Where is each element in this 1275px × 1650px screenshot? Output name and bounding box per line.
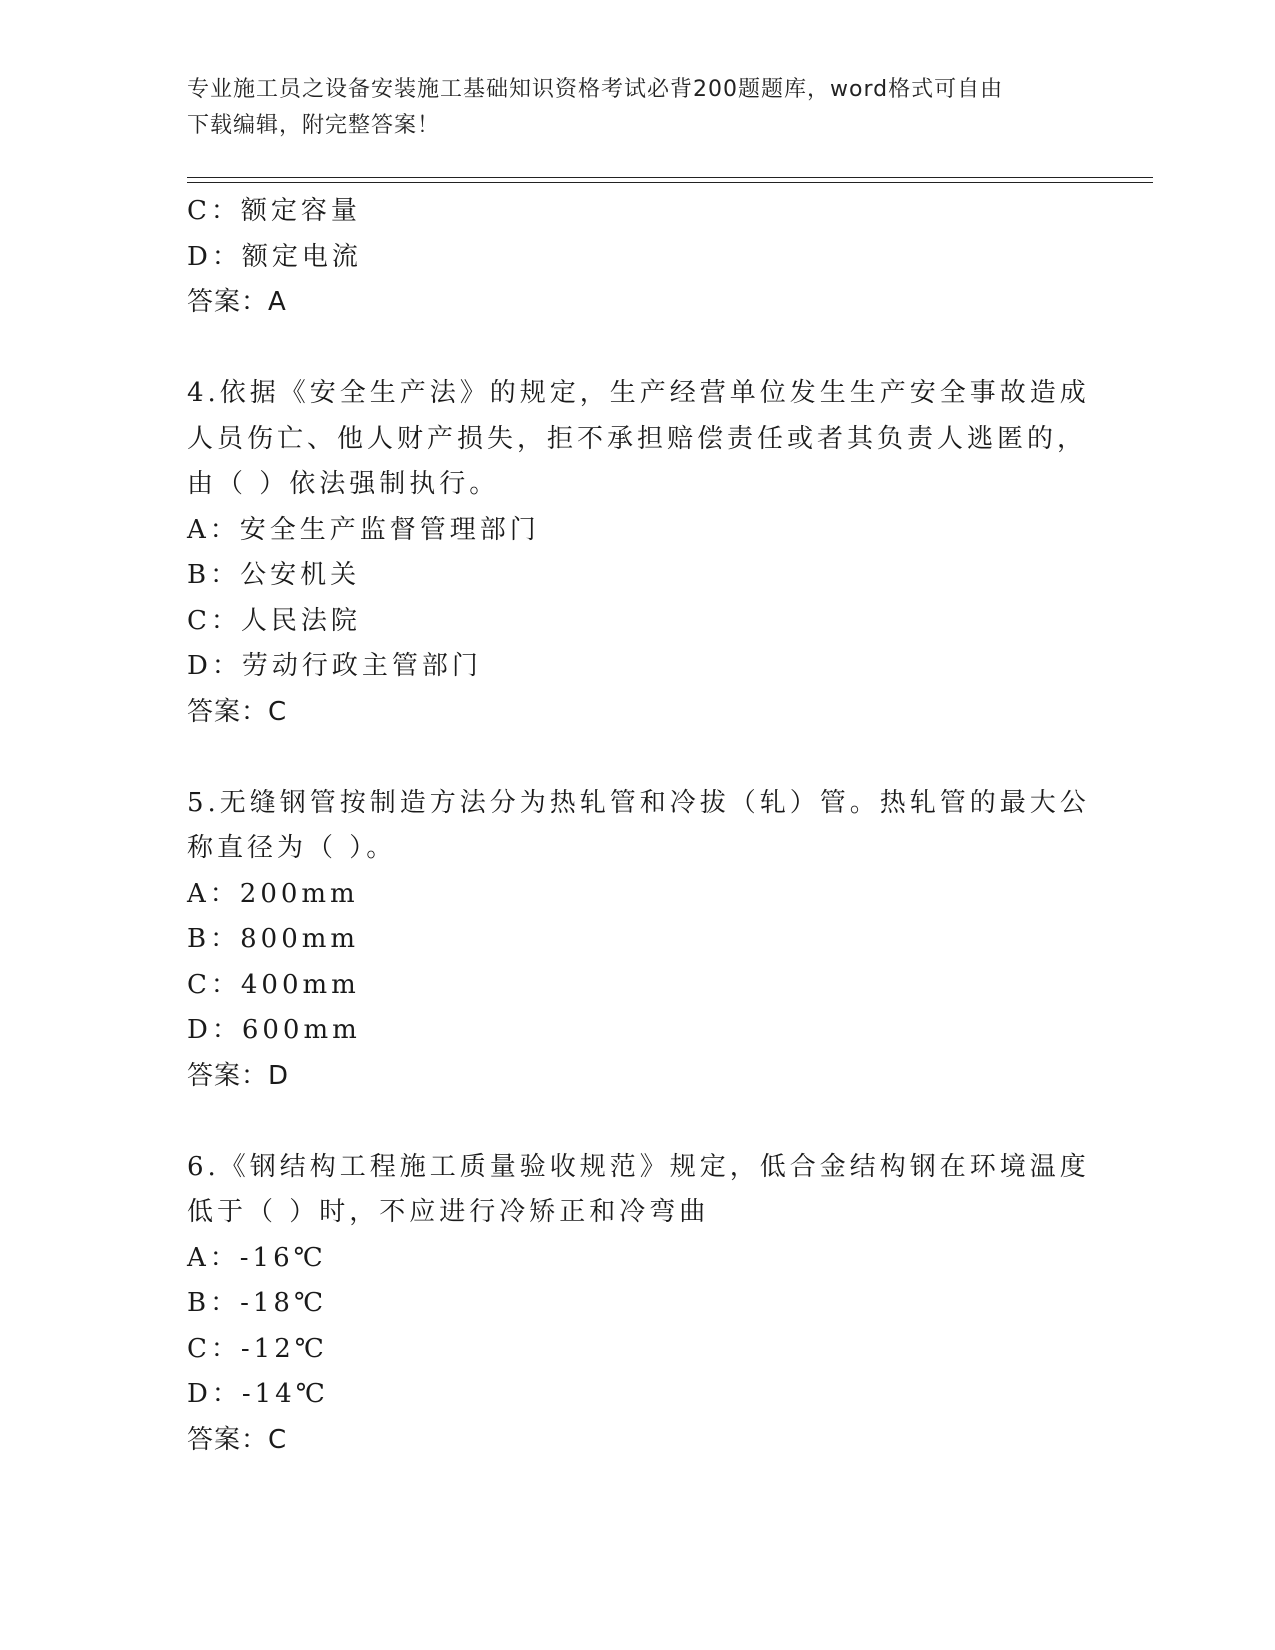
header-line-2: 下载编辑，附完整答案！: [187, 113, 441, 138]
option-d: D：-14℃: [187, 1379, 329, 1409]
option-a: A：安全生产监督管理部门: [187, 514, 540, 545]
option-b: B：公安机关: [187, 560, 361, 590]
spacer: [187, 1099, 1067, 1145]
question-stem-line: 称直径为（ ）。: [187, 833, 397, 863]
option-c: C：人民法院: [187, 605, 361, 636]
question-stem-line: 6.《钢结构工程施工质量验收规范》规定，低合金结构钢在环境温度: [187, 1151, 1090, 1182]
option-c: C：400mm: [187, 969, 360, 1000]
answer-line: 答案：A: [187, 287, 287, 317]
header-divider-bottom: [187, 182, 1153, 183]
header-divider-top: [187, 177, 1153, 178]
question-stem-line: 4.依据《安全生产法》的规定，生产经营单位发生生产安全事故造成: [187, 378, 1090, 408]
option-d: D：劳动行政主管部门: [187, 651, 482, 681]
answer-line: 答案：C: [187, 696, 288, 727]
spacer: [187, 326, 1067, 372]
document-header: [187, 72, 1067, 144]
question-list: [187, 189, 1090, 1463]
answer-line: 答案：D: [187, 1060, 290, 1091]
option-c: C：-12℃: [187, 1333, 328, 1364]
question-block-3: [187, 189, 1067, 326]
spacer: [187, 735, 1067, 781]
option-d: D：600mm: [187, 1015, 361, 1045]
question-block-6: [187, 1145, 1090, 1464]
option-d: D：额定电流: [187, 241, 362, 272]
option-b: B：-18℃: [187, 1288, 328, 1318]
question-stem-line: 5.无缝钢管按制造方法分为热轧管和冷拔（轧）管。热轧管的最大公: [187, 787, 1090, 818]
question-stem-line: 人员伤亡、他人财产损失，拒不承担赔偿责任或者其负责人逃匿的，: [187, 423, 1088, 454]
question-block-5: [187, 781, 1090, 1100]
header-line-1: 专业施工员之设备安装施工基础知识资格考试必背200题题库，word格式可自由: [187, 77, 1004, 102]
option-b: B：800mm: [187, 924, 360, 954]
question-stem-line: 由（ ）依法强制执行。: [187, 469, 500, 499]
option-a: A：-16℃: [187, 1242, 327, 1273]
question-stem-line: 低于（ ）时，不应进行冷矫正和冷弯曲: [187, 1197, 710, 1227]
option-a: A：200mm: [187, 878, 359, 909]
question-block-4: [187, 371, 1090, 735]
option-c: C：额定容量: [187, 196, 361, 226]
answer-line: 答案：C: [187, 1424, 288, 1455]
